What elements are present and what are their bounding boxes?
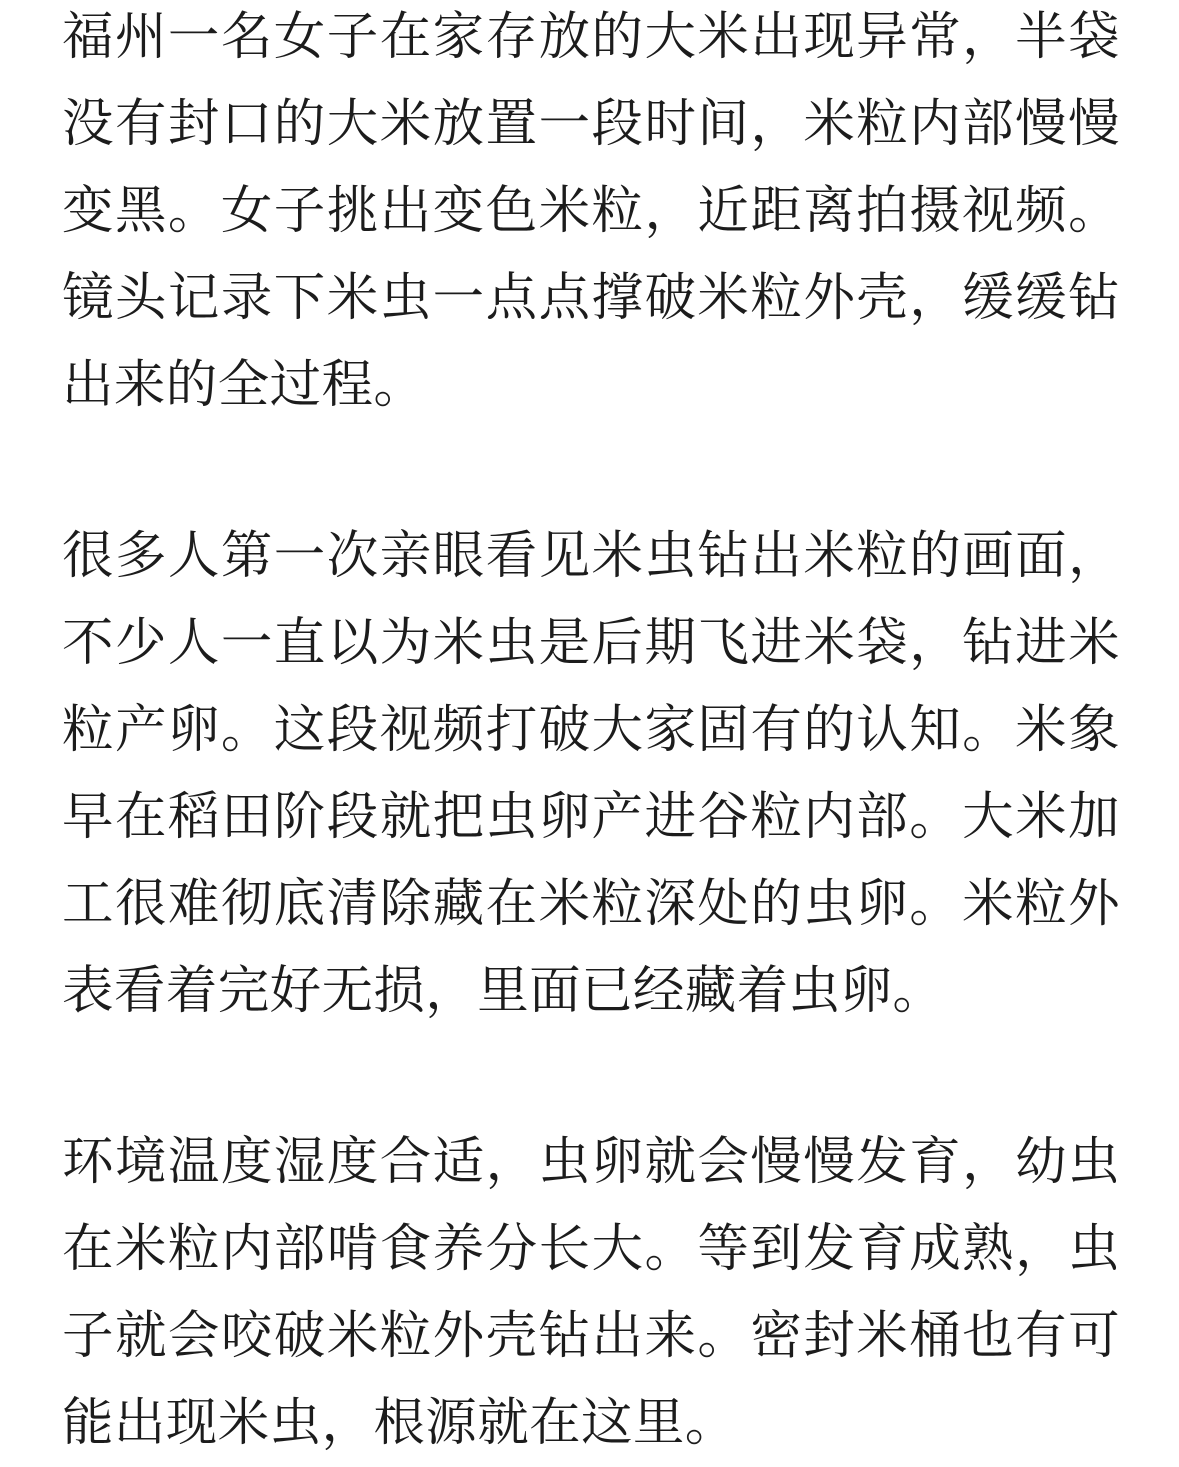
article-paragraph-3: 环境温度湿度合适，虫卵就会慢慢发育，幼虫在米粒内部啃食养分长大。等到发育成熟，虫子就会咬破米粒外壳钻出来。密封米桶也有可能出现米虫，根源就在这里。 — [62, 1132, 1120, 1453]
article-paragraph-2: 很多人第一次亲眼看见米虫钻出米粒的画面，不少人一直以为米虫是后期飞进米袋，钻进米粒产卵。这段视频打破大家固有的认知。米象早在稻田阶段就把虫卵产进谷粒内部。大米加工很难彻底清除藏在米粒深处的虫卵。米粒外表看着完好无损，里面已经藏着虫卵。 — [62, 526, 1120, 1021]
article-paragraph-1: 福州一名女子在家存放的大米出现异常，半袋没有封口的大米放置一段时间，米粒内部慢慢变黑。女子挑出变色米粒，近距离拍摄视频。镜头记录下米虫一点点撑破米粒外壳，缓缓钻出来的全过程。 — [62, 7, 1120, 415]
article-body — [62, 0, 1120, 1467]
